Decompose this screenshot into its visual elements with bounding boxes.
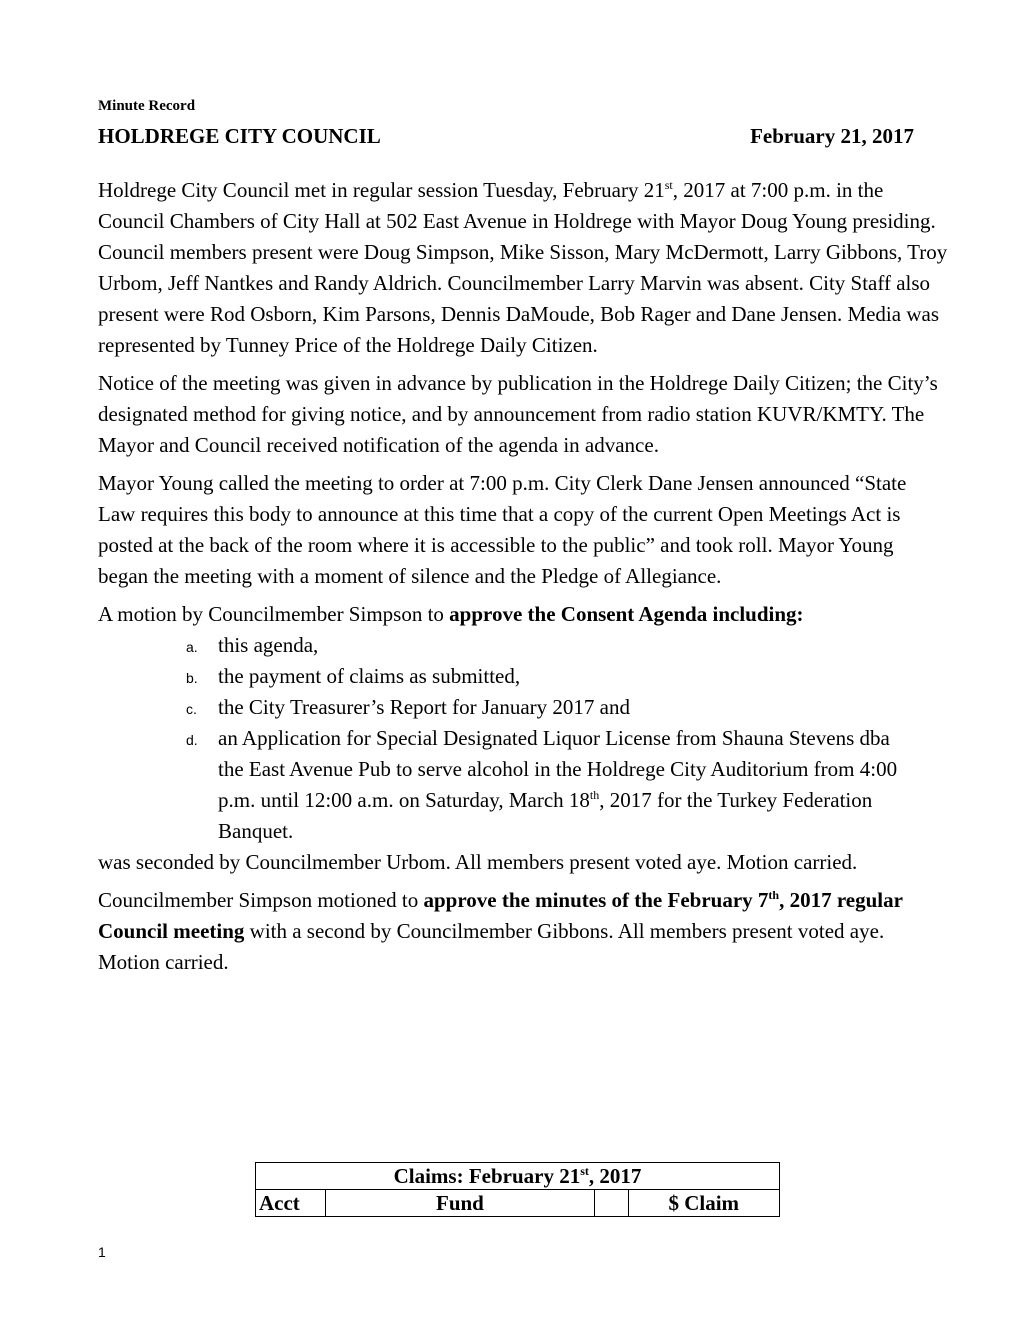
minute-record-label: Minute Record (98, 98, 196, 114)
consent-agenda-motion: A motion by Councilmember Simpson to approve the Consent Agenda including: (98, 602, 804, 626)
session-paragraph: Holdrege City Council met in regular session Tuesday, February 21st, 2017 at 7:00 p.m. in the Council Chambers of City Hall at 502 East Avenue in Holdrege with Mayor Doug Young presiding. Council members present were Doug Simpson, Mike Sisson, Mary McDermott, Larry Gibbons, Troy Urbom, Jeff Nantkes and Randy Aldrich. Councilmember Larry Marvin was absent. City Staff also present were Rod Osborn, Kim Parsons, Dennis DaMoude, Bob Rager and Dane Jensen. Media was represented by Tunney Price of the Holdrege Daily Citizen. (98, 178, 948, 357)
list-item: d. an Application for Special Designated Liquor License from Shauna Stevens dba the East Avenue Pub to serve alcohol in the Holdrege City Auditorium from 4:00 p.m. until 12:00 a.m. on Saturday, March 18th, 2017 for the Turkey Federation Banquet. (186, 726, 898, 843)
table-header-row (256, 1190, 780, 1217)
list-marker: a. (186, 639, 198, 655)
page-number: 1 (98, 1244, 106, 1260)
list-marker: d. (186, 732, 198, 748)
notice-paragraph: Notice of the meeting was given in advance by publication in the Holdrege Daily Citizen; the City’s designated method for giving notice, and by announcement from radio station KUVR/KMTY. The Mayor and Council received notification of the agenda in advance. (98, 371, 938, 457)
list-marker: c. (186, 701, 197, 717)
claims-title: Claims: February 21st, 2017 (256, 1163, 780, 1190)
meeting-date: February 21, 2017 (750, 124, 914, 148)
list-item: a. this agenda, (98, 630, 918, 661)
column-header: $ Claim (628, 1190, 779, 1217)
council-title: HOLDREGE CITY COUNCIL (98, 124, 381, 148)
table-title-row (256, 1163, 780, 1190)
motion-outcome: was seconded by Councilmember Urbom. All members present voted aye. Motion carried. (98, 850, 858, 874)
column-header: Fund (325, 1190, 595, 1217)
list-item: b. the payment of claims as submitted, (98, 661, 918, 692)
document-header (98, 124, 914, 149)
column-header: Acct (256, 1190, 326, 1217)
column-header (595, 1190, 628, 1217)
call-to-order-paragraph: Mayor Young called the meeting to order at 7:00 p.m. City Clerk Dane Jensen announced “State Law requires this body to announce at this time that a copy of the current Open Meetings Act is posted at the back of the room where it is accessible to the public” and took roll. Mayor Young began the meeting with a moment of silence and the Pledge of Allegiance. (98, 471, 907, 588)
minutes-body (98, 175, 948, 985)
list-marker: b. (186, 670, 198, 686)
list-item: c. the City Treasurer’s Report for January 2017 and (98, 692, 918, 723)
consent-agenda-list (98, 630, 948, 847)
claims-table (255, 1162, 780, 1217)
minutes-approval-motion: Councilmember Simpson motioned to approve the minutes of the February 7th, 2017 regular Council meeting with a second by Councilmember Gibbons. All members present voted aye. Motion carried. (98, 888, 903, 974)
